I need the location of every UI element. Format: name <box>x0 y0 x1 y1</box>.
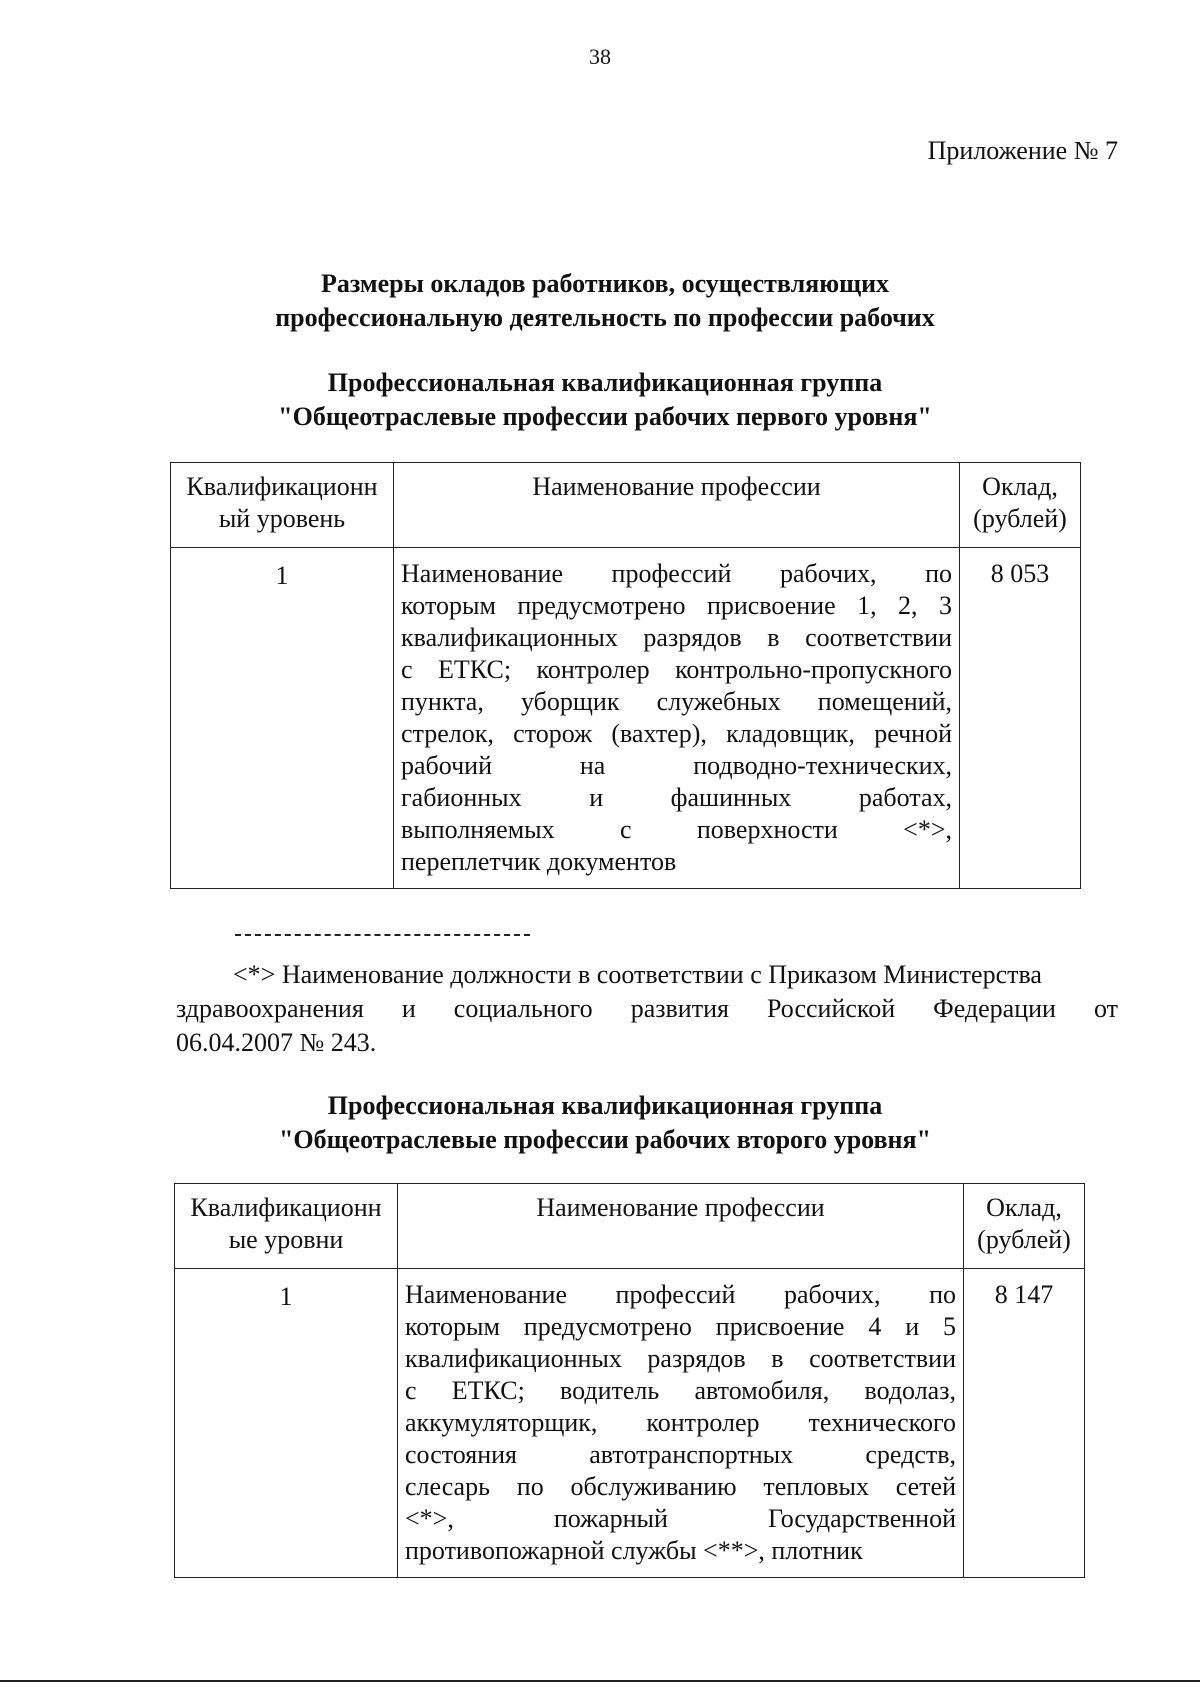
header-level-line: ый уровень <box>218 504 346 533</box>
profession-line: слесарь по обслуживанию тепловых сетей <box>405 1472 956 1501</box>
page-number: 38 <box>589 44 611 69</box>
profession-line: рабочий на подводно-технических, <box>401 751 952 780</box>
profession-line: которым предусмотрено присвоение 1, 2, 3 <box>401 591 952 620</box>
profession-line: <*>, пожарный Государственной <box>405 1504 956 1533</box>
profession-line: противопожарной службы <**>, плотник <box>405 1536 863 1565</box>
footnote-line: здравоохранения и социального развития Российской Федерации от <box>176 994 1118 1023</box>
qualification-level: 1 <box>175 1269 398 1578</box>
group1-title <box>170 366 1040 434</box>
profession-line: с ЕТКС; контролер контрольно-пропускного <box>401 655 952 684</box>
profession-line: габионных и фашинных работах, <box>401 783 952 812</box>
group2-title <box>170 1089 1040 1157</box>
page-bottom-rule <box>0 1680 1200 1682</box>
salary-value: 8 147 <box>964 1269 1085 1578</box>
header-level <box>175 1184 398 1269</box>
profession-line: которым предусмотрено присвоение 4 и 5 <box>405 1312 956 1341</box>
group1-title-line: "Общеотраслевые профессии рабочих первого уровня" <box>278 402 932 431</box>
table-header-row <box>175 1184 1085 1269</box>
table-header-row <box>171 463 1081 548</box>
profession-line: выполняемых с поверхности <*>, <box>401 815 952 844</box>
header-level-line: Квалификационн <box>190 1193 382 1222</box>
document-title-line: Размеры окладов работников, осуществляющих <box>320 269 890 298</box>
profession-line: пункта, уборщик служебных помещений, <box>401 687 952 716</box>
document-title-line: профессиональную деятельность по профессии рабочих <box>275 303 935 332</box>
profession-line: с ЕТКС; водитель автомобиля, водолаз, <box>405 1376 956 1405</box>
header-salary-line: (рублей) <box>977 1225 1071 1254</box>
profession-line: аккумуляторщик, контролер технического <box>405 1408 956 1437</box>
profession-names <box>394 548 960 889</box>
salary-value: 8 053 <box>960 548 1081 889</box>
profession-line: переплетчик документов <box>401 847 677 876</box>
header-level-line: Квалификационн <box>186 472 378 501</box>
profession-line: состояния автотранспортных средств, <box>405 1440 956 1469</box>
group2-title-line: Профессиональная квалификационная группа <box>327 1091 883 1120</box>
group1-table <box>170 462 1081 889</box>
header-salary-line: (рублей) <box>973 504 1067 533</box>
header-level <box>171 463 394 548</box>
header-salary <box>964 1184 1085 1269</box>
table-row <box>175 1269 1085 1578</box>
profession-line: Наименование профессий рабочих, по <box>405 1280 956 1309</box>
qualification-level: 1 <box>171 548 394 889</box>
profession-line: квалификационных разрядов в соответствии <box>401 623 952 652</box>
header-profession-name: Наименование профессии <box>394 463 960 548</box>
table-row <box>171 548 1081 889</box>
header-salary <box>960 463 1081 548</box>
group2-table <box>174 1183 1085 1578</box>
profession-line: Наименование профессий рабочих, по <box>401 559 952 588</box>
profession-names <box>398 1269 964 1578</box>
footnote-separator <box>235 934 530 936</box>
header-salary-line: Оклад, <box>982 472 1058 501</box>
footnote-line: <*> Наименование должности в соответствии с Приказом Министерства <box>233 960 1042 989</box>
header-salary-line: Оклад, <box>986 1193 1062 1222</box>
profession-line: квалификационных разрядов в соответствии <box>405 1344 956 1373</box>
header-level-line: ые уровни <box>228 1225 344 1254</box>
footnote-line: 06.04.2007 № 243. <box>176 1028 377 1057</box>
group1-title-line: Профессиональная квалификационная группа <box>327 368 883 397</box>
profession-line: стрелок, сторож (вахтер), кладовщик, речной <box>401 719 952 748</box>
header-profession-name: Наименование профессии <box>398 1184 964 1269</box>
document-title <box>170 267 1040 335</box>
footnote <box>176 958 1118 1060</box>
group2-title-line: "Общеотраслевые профессии рабочих второго уровня" <box>278 1125 932 1154</box>
appendix-label: Приложение № 7 <box>927 136 1118 165</box>
